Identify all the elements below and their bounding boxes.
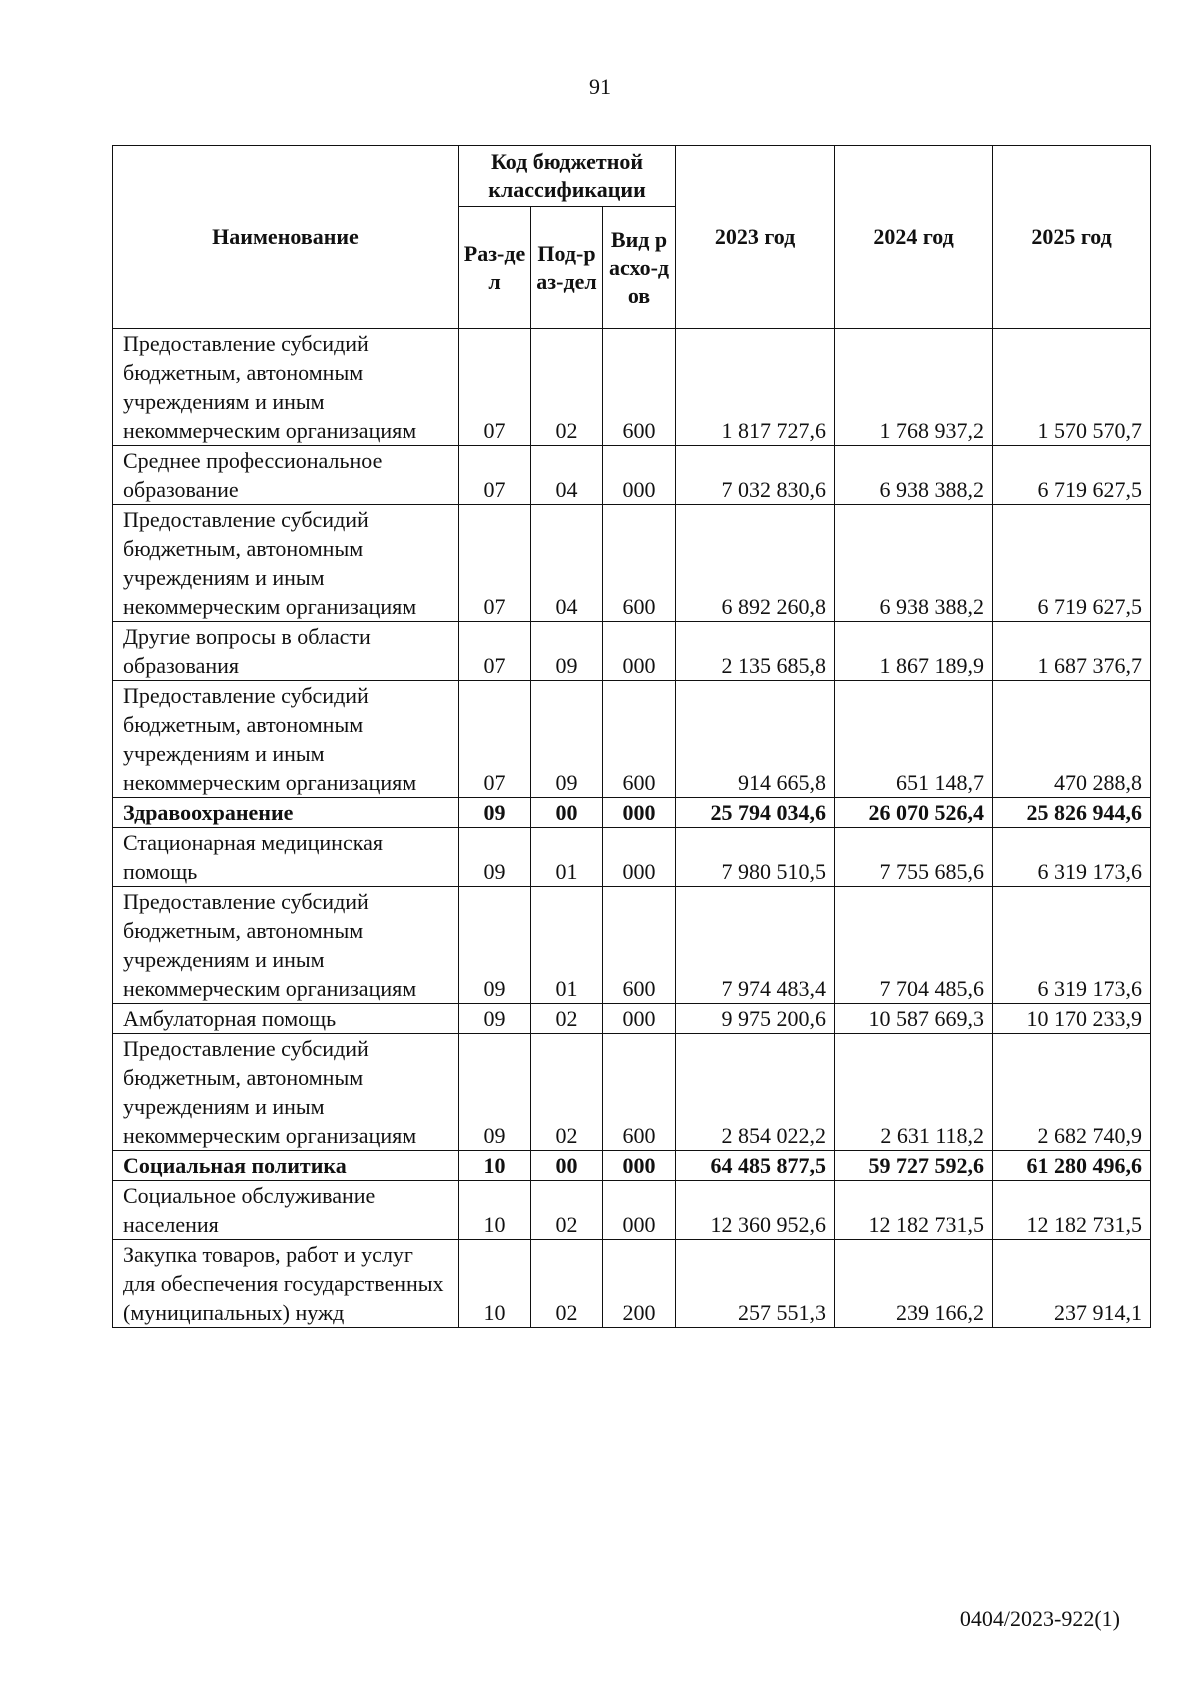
row-name: Среднее профессиональное образование: [113, 446, 459, 505]
row-name: Амбулаторная помощь: [113, 1004, 459, 1034]
row-name: Предоставление субсидий бюджетным, автономным учреждениям и иным некоммерческим организациям: [113, 329, 459, 446]
row-razdel: 07: [459, 622, 531, 681]
page-number: 91: [589, 74, 611, 99]
row-name: Здравоохранение: [113, 798, 459, 828]
row-podrazdel: 02: [531, 329, 603, 446]
row-name: Социальное обслуживание населения: [113, 1181, 459, 1240]
row-name: Стационарная медицинская помощь: [113, 828, 459, 887]
row-razdel: 09: [459, 1004, 531, 1034]
row-razdel: 07: [459, 505, 531, 622]
row-value-2024: 2 631 118,2: [835, 1034, 993, 1151]
row-value-2023: 7 032 830,6: [676, 446, 835, 505]
table-row: [113, 1004, 1151, 1034]
header-vid: Вид расхо-дов: [603, 207, 676, 329]
header-2023: 2023 год: [676, 146, 835, 329]
row-value-2023: 1 817 727,6: [676, 329, 835, 446]
header-2024: 2024 год: [835, 146, 993, 329]
row-vid: 200: [603, 1240, 676, 1328]
row-name: Закупка товаров, работ и услуг для обеспечения государственных (муниципальных) нужд: [113, 1240, 459, 1328]
row-value-2025: 61 280 496,6: [993, 1151, 1151, 1181]
row-value-2025: 12 182 731,5: [993, 1181, 1151, 1240]
row-value-2025: 6 719 627,5: [993, 505, 1151, 622]
row-podrazdel: 02: [531, 1034, 603, 1151]
document-code: 0404/2023-922(1): [959, 1606, 1120, 1631]
row-podrazdel: 04: [531, 505, 603, 622]
row-value-2025: 25 826 944,6: [993, 798, 1151, 828]
row-vid: 600: [603, 505, 676, 622]
row-name: Предоставление субсидий бюджетным, автономным учреждениям и иным некоммерческим организациям: [113, 1034, 459, 1151]
row-value-2025: 470 288,8: [993, 681, 1151, 798]
row-razdel: 07: [459, 681, 531, 798]
row-podrazdel: 02: [531, 1240, 603, 1328]
row-vid: 000: [603, 1004, 676, 1034]
row-value-2025: 10 170 233,9: [993, 1004, 1151, 1034]
table-row: [113, 505, 1151, 622]
row-value-2023: 7 974 483,4: [676, 887, 835, 1004]
row-vid: 000: [603, 1181, 676, 1240]
row-podrazdel: 09: [531, 681, 603, 798]
row-razdel: 10: [459, 1240, 531, 1328]
row-vid: 000: [603, 798, 676, 828]
row-value-2024: 12 182 731,5: [835, 1181, 993, 1240]
row-name: Социальная политика: [113, 1151, 459, 1181]
row-name: Предоставление субсидий бюджетным, автономным учреждениям и иным некоммерческим организациям: [113, 505, 459, 622]
table-row: [113, 1240, 1151, 1328]
row-podrazdel: 02: [531, 1004, 603, 1034]
row-value-2023: 6 892 260,8: [676, 505, 835, 622]
row-value-2024: 7 755 685,6: [835, 828, 993, 887]
row-value-2025: 2 682 740,9: [993, 1034, 1151, 1151]
row-value-2025: 237 914,1: [993, 1240, 1151, 1328]
row-value-2023: 2 854 022,2: [676, 1034, 835, 1151]
row-value-2023: 64 485 877,5: [676, 1151, 835, 1181]
row-razdel: 09: [459, 798, 531, 828]
row-value-2024: 1 867 189,9: [835, 622, 993, 681]
row-podrazdel: 01: [531, 887, 603, 1004]
row-value-2024: 6 938 388,2: [835, 446, 993, 505]
row-value-2024: 10 587 669,3: [835, 1004, 993, 1034]
row-razdel: 09: [459, 1034, 531, 1151]
row-vid: 000: [603, 622, 676, 681]
row-value-2025: 6 319 173,6: [993, 828, 1151, 887]
row-podrazdel: 00: [531, 1151, 603, 1181]
row-razdel: 10: [459, 1181, 531, 1240]
table-row: [113, 887, 1151, 1004]
row-value-2023: 25 794 034,6: [676, 798, 835, 828]
row-value-2023: 9 975 200,6: [676, 1004, 835, 1034]
table-row: [113, 1151, 1151, 1181]
row-name: Предоставление субсидий бюджетным, автономным учреждениям и иным некоммерческим организациям: [113, 681, 459, 798]
row-value-2025: 6 319 173,6: [993, 887, 1151, 1004]
table-row: [113, 329, 1151, 446]
row-podrazdel: 04: [531, 446, 603, 505]
row-value-2024: 651 148,7: [835, 681, 993, 798]
row-value-2024: 26 070 526,4: [835, 798, 993, 828]
row-podrazdel: 00: [531, 798, 603, 828]
row-value-2023: 12 360 952,6: [676, 1181, 835, 1240]
table-row: [113, 1034, 1151, 1151]
row-vid: 000: [603, 1151, 676, 1181]
row-value-2023: 7 980 510,5: [676, 828, 835, 887]
header-2025: 2025 год: [993, 146, 1151, 329]
table-row: [113, 446, 1151, 505]
table-body: [113, 329, 1151, 1328]
header-podrazdel: Под-раз-дел: [531, 207, 603, 329]
row-value-2025: 1 687 376,7: [993, 622, 1151, 681]
table-row: [113, 1181, 1151, 1240]
row-razdel: 09: [459, 887, 531, 1004]
table-row: [113, 798, 1151, 828]
row-value-2024: 7 704 485,6: [835, 887, 993, 1004]
table-row: [113, 828, 1151, 887]
row-value-2025: 1 570 570,7: [993, 329, 1151, 446]
row-podrazdel: 09: [531, 622, 603, 681]
header-razdel: Раз-дел: [459, 207, 531, 329]
row-razdel: 10: [459, 1151, 531, 1181]
row-value-2024: 59 727 592,6: [835, 1151, 993, 1181]
row-value-2023: 2 135 685,8: [676, 622, 835, 681]
row-value-2023: 257 551,3: [676, 1240, 835, 1328]
row-value-2023: 914 665,8: [676, 681, 835, 798]
row-name: Другие вопросы в области образования: [113, 622, 459, 681]
budget-table: [112, 145, 1151, 1328]
row-vid: 600: [603, 887, 676, 1004]
row-podrazdel: 02: [531, 1181, 603, 1240]
row-value-2024: 6 938 388,2: [835, 505, 993, 622]
header-code-group: Код бюджетной классификации: [459, 146, 676, 207]
row-vid: 000: [603, 828, 676, 887]
table-row: [113, 622, 1151, 681]
row-razdel: 07: [459, 446, 531, 505]
row-razdel: 07: [459, 329, 531, 446]
row-razdel: 09: [459, 828, 531, 887]
row-vid: 600: [603, 681, 676, 798]
row-value-2024: 239 166,2: [835, 1240, 993, 1328]
row-vid: 000: [603, 446, 676, 505]
row-podrazdel: 01: [531, 828, 603, 887]
row-name: Предоставление субсидий бюджетным, автономным учреждениям и иным некоммерческим организациям: [113, 887, 459, 1004]
row-value-2024: 1 768 937,2: [835, 329, 993, 446]
table-row: [113, 681, 1151, 798]
row-vid: 600: [603, 1034, 676, 1151]
row-vid: 600: [603, 329, 676, 446]
row-value-2025: 6 719 627,5: [993, 446, 1151, 505]
header-name: Наименование: [113, 146, 459, 329]
